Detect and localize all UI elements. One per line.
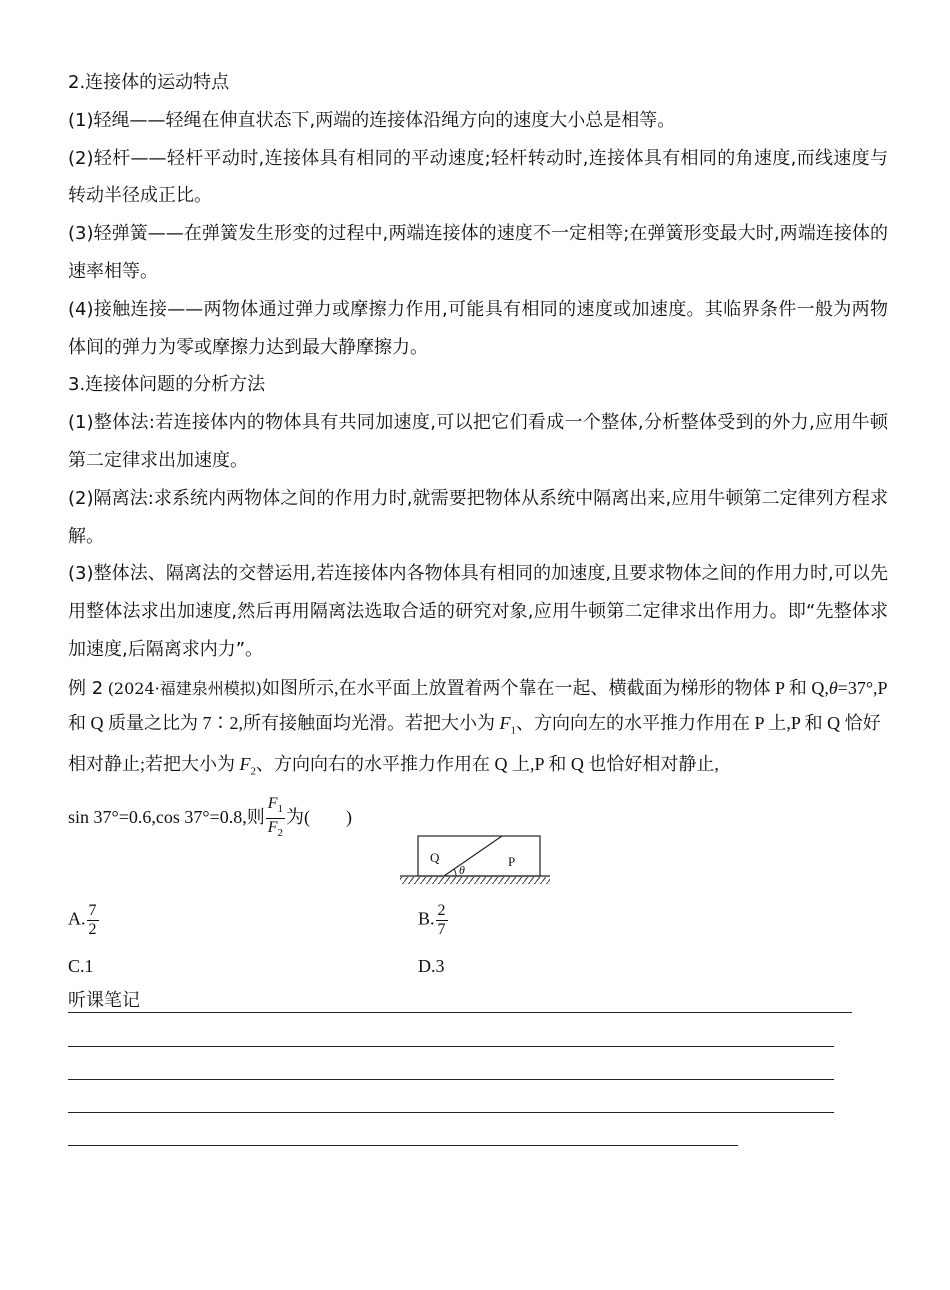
option-a-num: 7 bbox=[88, 902, 97, 919]
theta-symbol: θ bbox=[828, 677, 838, 698]
example-text-2: =37°,P 和 Q 质量之比为 7∶2,所有接触面均光滑。若把大小为 bbox=[68, 677, 887, 733]
trapezoid-figure bbox=[398, 834, 552, 890]
notes-line-2[interactable] bbox=[68, 1046, 834, 1047]
ratio-num-f: F bbox=[267, 794, 278, 812]
option-c[interactable]: C.1 bbox=[68, 956, 94, 976]
example-label: 例 2 bbox=[68, 677, 104, 699]
section-3-item-1: (1)整体法:若连接体内的物体具有共同加速度,可以把它们看成一个整体,分析整体受到的外力,应用牛顿第二定律求出加速度。 bbox=[68, 412, 888, 471]
example-text-4: 、方向向右的水平推力作用在 Q 上,P 和 Q 也恰好相对静止, bbox=[256, 754, 719, 775]
trapezoid-diagram bbox=[398, 834, 552, 890]
section-3-title: 3.连接体问题的分析方法 bbox=[68, 374, 266, 396]
label-p: P bbox=[508, 854, 516, 869]
notes-line-1[interactable] bbox=[68, 1012, 852, 1013]
force-f1-sub: 1 bbox=[510, 724, 516, 737]
ratio-den-f: F bbox=[267, 819, 278, 837]
option-b-label: B. bbox=[418, 908, 435, 929]
example-problem bbox=[68, 671, 888, 843]
angle-arc bbox=[454, 869, 456, 876]
slant-interface bbox=[444, 836, 502, 876]
document-body bbox=[68, 64, 888, 842]
ratio-num-sub: 1 bbox=[277, 803, 283, 816]
notes-title: 听课笔记 bbox=[68, 990, 140, 1011]
option-d[interactable]: D.3 bbox=[418, 956, 445, 976]
section-2-item-3: (3)轻弹簧——在弹簧发生形变的过程中,两端连接体的速度不一定相等;在弹簧形变最大时,两端连接体的速率相等。 bbox=[68, 223, 888, 282]
option-b[interactable] bbox=[418, 902, 449, 939]
example-text-5: sin 37°=0.6,cos 37°=0.8,则 bbox=[68, 806, 265, 827]
option-b-num: 2 bbox=[437, 902, 446, 919]
section-3-item-3: (3)整体法、隔离法的交替运用,若连接体内各物体具有相同的加速度,且要求物体之间的作用力时,可以先用整体法求出加速度,然后再用隔离法选取合适的研究对象,应用牛顿第二定律求出作用力。即“先整体求加速度,后隔离求内力”。 bbox=[68, 563, 888, 660]
ratio-fraction bbox=[266, 795, 285, 842]
option-a[interactable] bbox=[68, 902, 100, 939]
notes-line-5[interactable] bbox=[68, 1145, 738, 1146]
force-f2-sub: 2 bbox=[250, 765, 257, 778]
section-2-item-4: (4)接触连接——两物体通过弹力或摩擦力作用,可能具有相同的速度或加速度。其临界条件一般为两物体间的弹力为零或摩擦力达到最大静摩擦力。 bbox=[68, 298, 888, 358]
section-3-item-2: (2)隔离法:求系统内两物体之间的作用力时,就需要把物体从系统中隔离出来,应用牛顿第二定律列方程求解。 bbox=[68, 487, 888, 547]
option-a-den: 2 bbox=[88, 921, 97, 938]
option-b-fraction bbox=[436, 902, 448, 939]
option-a-label: A. bbox=[68, 908, 86, 929]
section-2-title: 2.连接体的运动特点 bbox=[68, 72, 230, 93]
example-source: (2024·福建泉州模拟) bbox=[107, 678, 262, 698]
option-a-fraction bbox=[87, 902, 99, 939]
example-text-3: 、方向向左的水平推力作用在 P 上,P 和 Q 恰好相对静止;若把大小为 bbox=[68, 712, 881, 775]
notes-line-3[interactable] bbox=[68, 1079, 834, 1080]
notes-line-4[interactable] bbox=[68, 1112, 834, 1113]
ground-hatch bbox=[400, 877, 550, 884]
option-b-den: 7 bbox=[437, 921, 446, 938]
ratio-den-sub: 2 bbox=[277, 827, 283, 840]
force-f1: F bbox=[499, 712, 511, 733]
example-text-1: 如图所示,在水平面上放置着两个靠在一起、横截面为梯形的物体 P 和 Q, bbox=[261, 677, 829, 698]
example-text-6: 为( ) bbox=[285, 806, 352, 827]
section-2-item-1: (1)轻绳——轻绳在伸直状态下,两端的连接体沿绳方向的速度大小总是相等。 bbox=[68, 109, 676, 131]
force-f2: F bbox=[239, 754, 251, 775]
section-2-item-2: (2)轻杆——轻杆平动时,连接体具有相同的平动速度;轻杆转动时,连接体具有相同的角速度,而线速度与转动半径成正比。 bbox=[68, 147, 888, 207]
label-theta: θ bbox=[459, 863, 465, 877]
label-q: Q bbox=[430, 850, 440, 865]
